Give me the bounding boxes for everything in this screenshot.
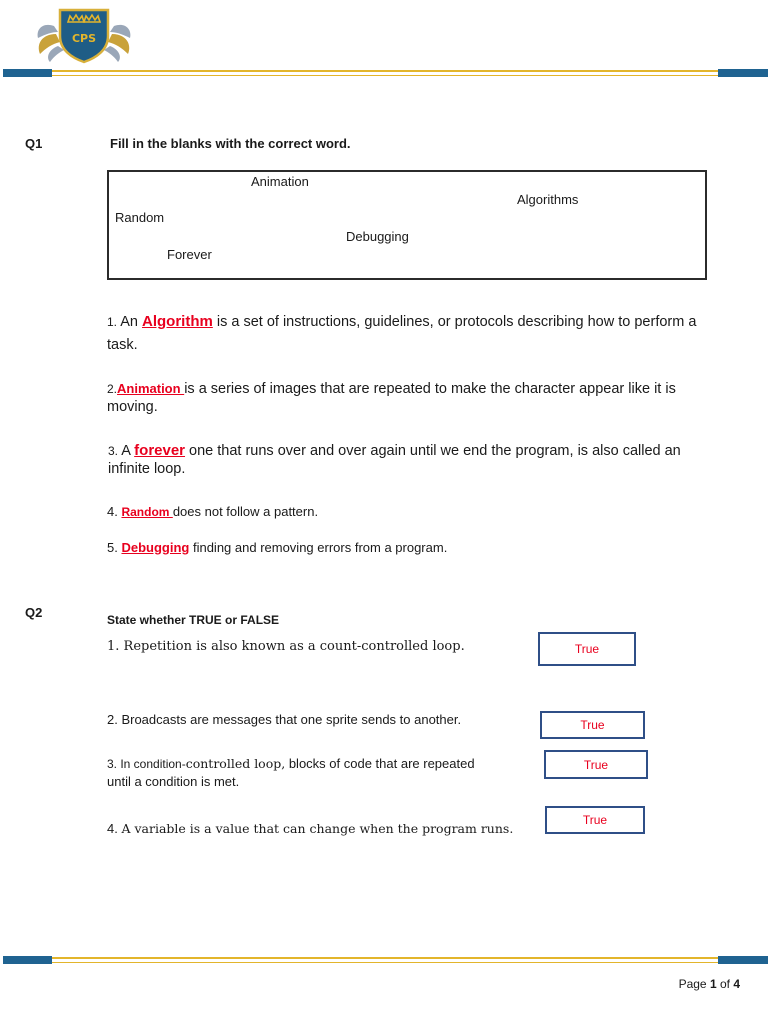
footer-rule-gold: [52, 957, 718, 959]
q2-item-3-part-a: 3. In condition-: [107, 757, 186, 771]
q1-item-5: [107, 539, 447, 557]
word-bank-forever: Forever: [167, 247, 212, 262]
q2-answer-box-3: [544, 750, 648, 779]
q2-answer-box-2: [540, 711, 645, 739]
q2-item-3-part-d: until a condition is met.: [107, 774, 240, 789]
header-rule-gold-thin: [52, 75, 718, 76]
q2-answer-1: True: [574, 642, 600, 656]
footer-rule-right: [718, 956, 768, 964]
q1-item-number: 1.: [107, 315, 118, 329]
page-prefix: Page: [678, 977, 710, 991]
word-bank-debugging: Debugging: [346, 229, 409, 244]
q1-item-number: 3.: [108, 444, 119, 458]
q2-label: Q2: [25, 605, 43, 620]
q1-item-post: one that runs over and over again until we end the program, is also called an infinite loop.: [108, 443, 681, 477]
svg-text:CPS: CPS: [71, 32, 97, 45]
q1-item-post: finding and removing errors from a program.: [189, 540, 448, 555]
page-total: 4: [733, 977, 740, 991]
word-bank-animation: Animation: [251, 174, 309, 189]
q1-answer-2: Animation: [117, 381, 185, 396]
q2-item-2: 2. Broadcasts are messages that one sprite sends to another.: [107, 712, 462, 727]
q1-item-pre: An: [117, 314, 143, 330]
q2-item-3-part-c: blocks of code that are repeated: [285, 756, 475, 771]
q2-answer-4: True: [582, 813, 608, 827]
header-rule-right: [718, 69, 768, 77]
q2-item-3-part-b: controlled loop,: [185, 756, 286, 771]
footer-rule-gold-thin: [52, 962, 718, 963]
q1-label: Q1: [25, 136, 43, 151]
word-bank-box: [107, 170, 707, 280]
header-rule-gold: [52, 70, 718, 72]
page-number: [679, 977, 740, 991]
page-of: of: [716, 977, 734, 991]
q1-answer-4: Random: [121, 505, 173, 519]
q1-answer-3: forever: [134, 442, 186, 459]
q1-item-pre: A: [118, 443, 135, 459]
q2-answer-3: True: [583, 757, 609, 772]
q2-answer-2: True: [580, 718, 605, 732]
q1-item-2: [107, 380, 707, 416]
q2-answer-box-1: [538, 632, 636, 666]
footer-rule-left: [3, 956, 52, 964]
q1-item-number: 4.: [107, 504, 118, 519]
school-logo: [34, 4, 134, 64]
q2-item-1: 1. Repetition is also known as a count-controlled loop.: [107, 639, 465, 654]
q1-answer-1: Algorithm: [142, 313, 213, 330]
q1-item-1: [107, 310, 707, 357]
q2-item-4-part-b: A variable is a value that can change when the program runs.: [121, 821, 514, 836]
q2-item-3: [107, 755, 527, 791]
q2-item-4: [107, 820, 513, 838]
header-rule-left: [3, 69, 52, 77]
q1-item-3: [108, 442, 708, 478]
q1-item-number: 2.: [107, 382, 118, 396]
q2-instruction: State whether TRUE or FALSE: [107, 613, 280, 627]
q1-instruction: Fill in the blanks with the correct word.: [110, 136, 351, 151]
q1-item-number: 5.: [107, 540, 118, 555]
q1-item-4: [107, 503, 318, 521]
crest-icon: [34, 4, 134, 64]
q1-item-post: does not follow a pattern.: [172, 504, 319, 519]
page-current: 1: [709, 977, 717, 991]
q2-item-4-part-a: 4.: [107, 821, 122, 836]
word-bank-random: Random: [115, 210, 165, 225]
q1-answer-5: Debugging: [121, 540, 190, 555]
q2-answer-box-4: [545, 806, 645, 834]
q1-item-post: is a set of instructions, guidelines, or protocols describing how to perform a task.: [107, 314, 697, 353]
word-bank-algorithms: Algorithms: [517, 192, 579, 207]
q1-item-post: is a series of images that are repeated to make the character appear like it is moving.: [107, 381, 676, 415]
